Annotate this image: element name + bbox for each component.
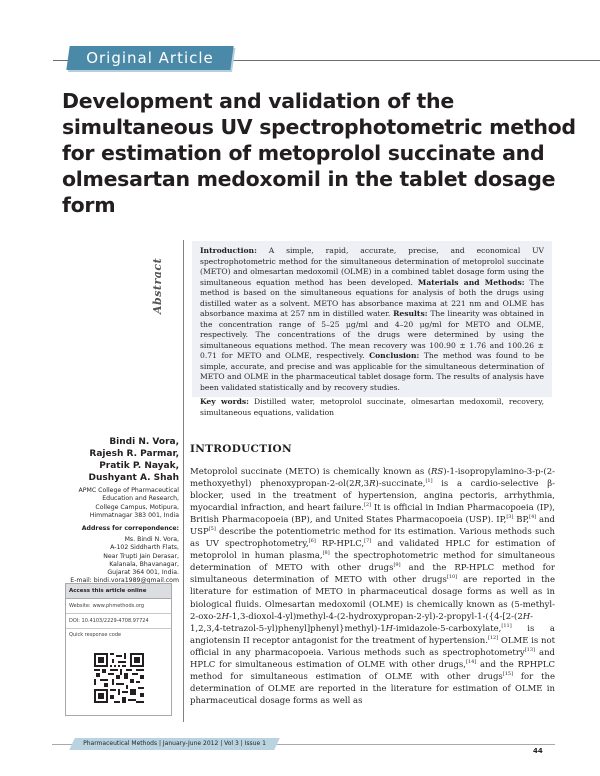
abstract-introduction-label: Introduction: [200, 246, 257, 255]
column-divider [183, 240, 184, 722]
abstract-results-text: The linearity was obtained in the concentration range of 5–25 μg/ml and 4–20 μg/ml for METO and OLME, respectively. The concentrations of the drugs were determined by using the simultaneous equations method. The mean recovery was 100.90 ± 1.76 and 100.26 ± 0.71 for METO and OLME, respectively. [200, 309, 545, 360]
correspondence-heading: Address for correpondence: [81, 525, 179, 532]
text-run: describe the potentiometric method for its estimation. Various methods such as UV spectrophotometry, [190, 527, 555, 550]
citation-ref[interactable]: [9] [393, 562, 401, 569]
abstract-conclusion-label: Conclusion: [369, 351, 420, 360]
citation-ref[interactable]: [13] [524, 646, 535, 653]
citation-ref[interactable]: [5] [208, 526, 216, 533]
abstract-methods-label: Materials and Methods: [417, 277, 525, 287]
text-run: and the RPHPLC method for simultaneous estimation of OLME with other drugs [190, 659, 555, 682]
abstract-conclusion-text: The method was found to be simple, accurate, and precise and was applicable for the simultaneous determination of METO and OLME in the pharmaceutical tablet dosage form. The results of analysis have been validated statistically and by recovery studies. [200, 351, 544, 392]
text-run: ,3 [360, 479, 370, 490]
citation-ref[interactable]: [4] [529, 514, 537, 521]
affiliation-line: APMC College of Pharmaceutical [78, 487, 179, 494]
correspondence-email[interactable]: E-mail: bindi.vora1989@gmail.com [70, 577, 179, 585]
section-banner [66, 46, 233, 70]
citation-ref[interactable]: [11] [501, 622, 512, 629]
keywords-label: Key words: [200, 397, 249, 406]
abstract-paragraph [200, 246, 544, 393]
access-online-box [65, 583, 172, 716]
website-link[interactable]: www.phmethods.org [92, 603, 145, 609]
author-list [89, 436, 179, 484]
text-run: and HPLC for simultaneous estimation of OLME with other drugs, [190, 647, 555, 670]
text-run: is a cardio-selective β-blocker, used in the treatment of hypertension, angina pectoris, arrhythmia, myocardial infraction, and heart failure. [190, 479, 556, 514]
affiliation [79, 487, 179, 520]
italic-run: H [522, 611, 531, 622]
text-run: RP-HPLC, [315, 539, 365, 550]
citation-ref[interactable]: [12] [487, 634, 499, 641]
affiliation-line: Himmatnagar 383 001, India [89, 511, 179, 519]
text-run: is a angiotensin II receptor antagonist for the treatment of hypertension. [190, 623, 555, 646]
italic-run: R [369, 479, 376, 490]
correspondence-line: Gujarat 364 001, India. [107, 569, 179, 577]
author: Pratik P. Nayak, [99, 461, 179, 471]
abstract-box [192, 241, 552, 417]
citation-ref[interactable]: [6] [308, 538, 316, 545]
keywords-text: Distilled water, metoprolol succinate, olmesartan medoxomil, recovery, simultaneous equations, validation [200, 397, 544, 417]
text-run: and the RP-HPLC method for simultaneous determination of METO with other drugs [190, 563, 555, 586]
citation-ref[interactable]: [2] [363, 502, 372, 509]
text-run: -1,2,3,4-tetrazol-5-yl)phenyl]phenyl}methyl)-1 [190, 611, 534, 634]
text-run: Metoprolol succinate (METO) is chemically known as ( [190, 467, 432, 477]
citation-ref[interactable]: [7] [364, 538, 372, 545]
citation-ref[interactable]: [1] [425, 478, 433, 485]
text-run: for the determination of OLME are reported in the literature for estimation of OLME in pharmaceutical dosage forms as well as [190, 671, 555, 706]
abstract-label: Abstract [151, 257, 164, 314]
abstract-results-label: Results: [393, 309, 428, 318]
abstract-introduction-text: A simple, rapid, accurate, precise, and economical UV spectrophotometric method for the simultaneous determination of metoprolol succinate (METO) and olmesartan medoxomil (OLME) in a combined tablet dosage form using the simultaneous equation method has been developed. [200, 246, 544, 287]
correspondence-line: Near Trupti Jain Derasar, [103, 552, 179, 560]
italic-run: H [385, 623, 394, 634]
author: Bindi N. Vora, [109, 437, 179, 447]
affiliation-line: College Campus, Motipura, [95, 503, 179, 511]
citation-ref[interactable]: [3] [506, 514, 514, 521]
correspondence-line: A-102 Siddharth Flats, [110, 544, 179, 552]
citation-ref[interactable]: [15] [502, 670, 514, 677]
citation-ref[interactable]: [8] [322, 550, 330, 557]
text-run: are reported in the literature for estimation of METO in pharmaceutical dosage forms as well as in biological fluids. Olmesartan medoxomil (OLME) is chemically known as (5-methyl-2-oxo-2 [190, 575, 556, 622]
text-run: the spectrophotometric method for simultaneous determination of METO with other drugs [190, 551, 555, 574]
doi-row [66, 614, 171, 629]
citation-ref[interactable]: [14] [465, 658, 477, 665]
text-run: )-1-isopropylamino-3-p-(2-methoxyethyl) phenoxypropan-2-ol(2 [190, 467, 555, 490]
correspondence-address [70, 536, 179, 586]
correspondence-line: Kalanala, Bhavanagar, [109, 560, 179, 568]
qr-code-icon [94, 653, 144, 703]
correspondence-line: Ms. Bindi N. Vora, [124, 536, 179, 543]
author: Rajesh R. Parmar, [89, 449, 179, 459]
text-run: It is official in Indian Pharmacopoeia (IP), British Pharmacopoeia (BP), and United States Pharmacopoeia (USP). IP, [190, 503, 555, 526]
qr-label: Quick response code [69, 632, 122, 638]
journal-info: Pharmaceutical Methods | January-June 2012 | Vol 3 | Issue 1 [83, 740, 266, 747]
italic-run: RS [431, 467, 444, 477]
text-run: )-succinate, [375, 479, 426, 490]
italic-run: R [354, 479, 361, 490]
website-label: Website: [69, 603, 91, 609]
page-number: 44 [533, 747, 543, 755]
doi-label: DOI: [69, 618, 80, 624]
article-title: Development and validation of the simultaneous UV spectrophotometric method for estimation of metoprolol succinate and olmesartan medoxomil in the tablet dosage form [62, 89, 576, 217]
italic-run: H [221, 611, 230, 622]
text-run: OLME is not official in any pharmacopoeia. Various methods such as spectrophotometry [190, 635, 555, 658]
text-run: -imidazole-5-carboxylate, [393, 623, 502, 634]
section-label: Original Article [86, 49, 214, 67]
citation-ref[interactable]: [10] [446, 574, 458, 581]
affiliation-line: Education and Research, [102, 495, 179, 503]
website-row [66, 599, 171, 614]
text-run: -1,3-dioxol-4-yl)methyl-4-(2-hydroxypropan-2-yl)-2-propyl-1-({4-[2-(2 [229, 611, 523, 622]
doi-value[interactable]: 10.4103/2229-4708.97724 [81, 618, 149, 624]
introduction-paragraph [190, 466, 555, 707]
access-heading: Access this article online [66, 584, 171, 599]
keywords [200, 397, 544, 418]
footer-journal-tab [69, 738, 280, 750]
text-run: and validated HPLC for estimation of metoprolol in human plasma, [190, 539, 555, 562]
section-heading-introduction: INTRODUCTION [190, 443, 292, 455]
abstract-methods-text: The method is based on the simultaneous equations for analysis of both the drugs using distilled water as a solvent. METO has absorbance maxima at 221 nm and OLME has absorbance maxima at 257 nm in distilled water. [200, 277, 545, 318]
text-run: BP, [513, 515, 530, 526]
text-run: and USP [190, 515, 555, 538]
author: Dushyant A. Shah [88, 473, 179, 483]
